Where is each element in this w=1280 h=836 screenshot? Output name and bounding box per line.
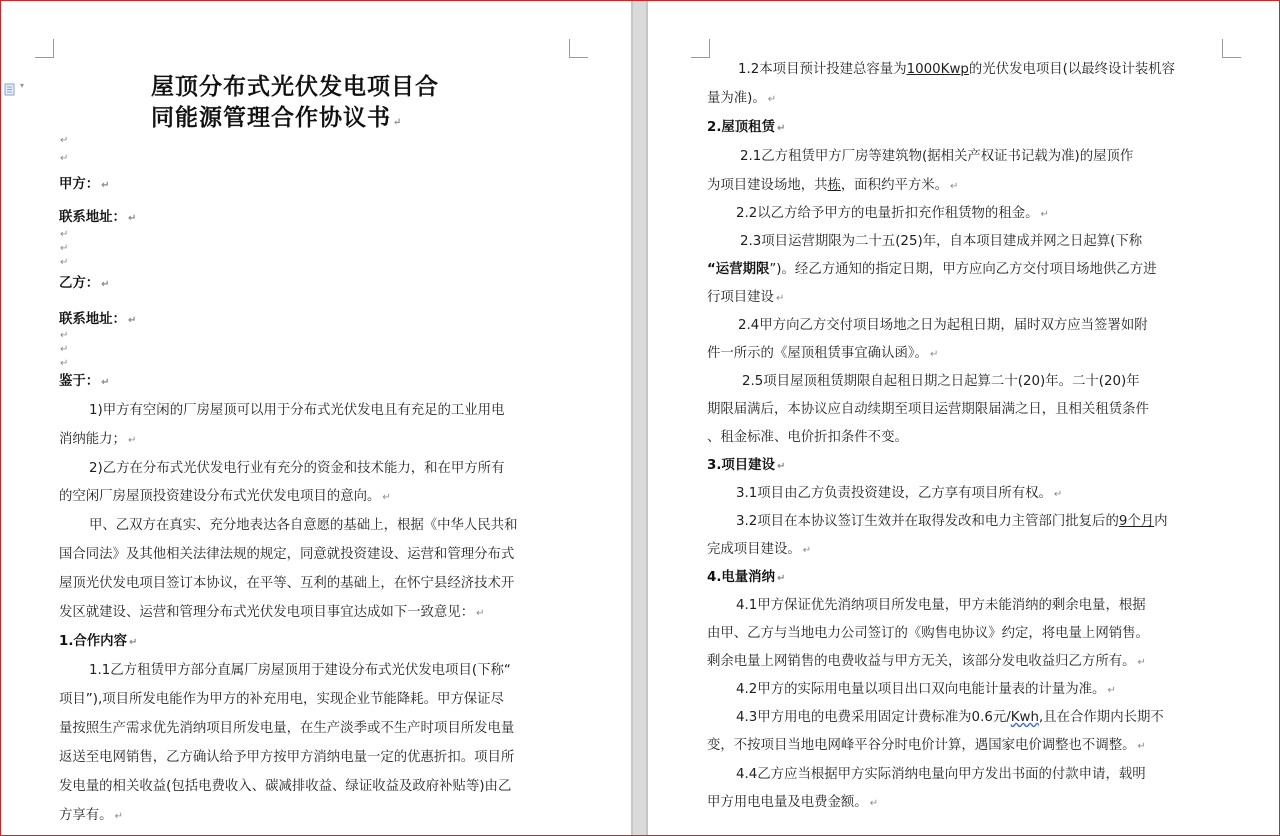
paragraph-mark: ↵ (60, 257, 69, 268)
text-line: 国合同法》及其他相关法律法规的规定，同意就投资建设、运营和管理分布式 (59, 547, 515, 562)
text-line: 屋顶光伏发电项目签订本协议，在平等、互利的基础上，在怀宁县经济技术开 (59, 576, 515, 591)
section-heading-2: 2.屋顶租赁 ↵ (707, 120, 786, 135)
text-line: 发区就建设、运营和管理分布式光伏发电项目事宜达成如下一致意见： ↵ (59, 605, 485, 620)
text-line: 2.3项目运营期限为二十五(25)年，自本项目建成并网之日起算(下称 (740, 234, 1143, 249)
text-line: 变，不按项目当地电网峰平谷分时电价计算，遇国家电价调整也不调整。 ↵ (707, 738, 1146, 753)
text-line: 行项目建设 ↵ (707, 290, 785, 305)
paragraph-mark: ↵ (60, 229, 69, 240)
crop-mark-top-left (35, 39, 54, 58)
text-line: 2)乙方在分布式光伏发电行业有充分的资金和技术能力，和在甲方所有 (89, 461, 505, 476)
text-line: 甲方用电电量及电费金额。 ↵ (707, 795, 879, 810)
document-title-line2: 同能源管理合作协议书 ↵ (151, 104, 403, 131)
text-line: 2.4甲方向乙方交付项目场地之日为起租日期，届时双方应当签署如附 (738, 318, 1148, 333)
text-line: 4.3甲方用电的电费采用固定计费标准为0.6元/Kwh,且在合作期内长期不 (736, 710, 1164, 725)
paragraph-mark: ↵ (60, 344, 69, 355)
address-a-label: 联系地址： ↵ (59, 210, 137, 225)
text-line: 1.1乙方租赁甲方部分直属厂房屋顶用于建设分布式光伏发电项目(下称“ (89, 663, 511, 678)
text-line: “运营期限”)。经乙方通知的指定日期，甲方应向乙方交付项目场地供乙方进 (707, 262, 1157, 277)
section-heading-4: 4.电量消纳 ↵ (707, 570, 786, 585)
text-line: 2.1乙方租赁甲方厂房等建筑物(据相关产权证书记载为准)的屋顶作 (740, 149, 1134, 164)
text-line: 4.4乙方应当根据甲方实际消纳电量向甲方发出书面的付款申请，载明 (736, 767, 1146, 782)
text-line: 1)甲方有空闲的厂房屋顶可以用于分布式光伏发电且有充足的工业用电 (89, 403, 505, 418)
whereas-label: 鉴于： ↵ (59, 374, 110, 389)
paragraph-mark: ↵ (60, 358, 69, 369)
text-line: 消纳能力； ↵ (59, 432, 137, 447)
text-line: 项目”),项目所发电能作为甲方的补充用电，实现企业节能降耗。甲方保证尽 (59, 692, 504, 707)
paragraph-mark: ↵ (60, 330, 69, 341)
crop-mark-top-right (569, 39, 588, 58)
text-line: 的空闲厂房屋顶投资建设分布式光伏发电项目的意向。 ↵ (59, 489, 391, 504)
address-b-label: 联系地址： ↵ (59, 312, 137, 327)
text-line: 期限届满后，本协议应自动续期至项目运营期限届满之日，且相关租赁条件 (707, 402, 1149, 417)
paragraph-format-icon[interactable] (4, 81, 25, 93)
text-line: 件一所示的《屋顶租赁事宜确认函》。 ↵ (707, 346, 939, 361)
text-line: 、租金标准、电价折扣条件不变。 (707, 430, 908, 445)
text-line: 剩余电量上网销售的电费收益与甲方无关，该部分发电收益归乙方所有。 ↵ (707, 654, 1146, 669)
text-line: 甲、乙双方在真实、充分地表达各自意愿的基础上，根据《中华人民共和 (89, 518, 518, 533)
document-title-line1: 屋顶分布式光伏发电项目合 (151, 73, 439, 100)
paragraph-mark: ↵ (60, 153, 69, 164)
party-a-label: 甲方： ↵ (59, 177, 110, 192)
text-line: 3.2项目在本协议签订生效并在取得发改和电力主管部门批复后的9个月内 (736, 514, 1168, 529)
crop-mark-top-left (691, 39, 710, 58)
text-line: 返送至电网销售，乙方确认给予甲方按甲方消纳电量一定的优惠折扣。项目所 (59, 750, 515, 765)
text-line: 2.2以乙方给予甲方的电量折扣充作租赁物的租金。 ↵ (736, 206, 1049, 221)
text-line: 1.2本项目预计投建总容量为1000Kwp的光伏发电项目(以最终设计装机容 (738, 62, 1175, 77)
document-page-right[interactable] (648, 1, 1279, 835)
section-heading-1: 1.合作内容 ↵ (59, 634, 138, 649)
party-b-label: 乙方： ↵ (59, 276, 110, 291)
page-edge-left (631, 1, 633, 835)
text-line: 完成项目建设。 ↵ (707, 542, 812, 557)
page-gutter (631, 1, 648, 835)
text-line: 方享有。 ↵ (59, 808, 123, 823)
dropdown-arrow-icon[interactable]: ▾ (20, 81, 25, 90)
paragraph-mark: ↵ (60, 243, 69, 254)
crop-mark-top-right (1222, 39, 1241, 58)
text-line: 2.5项目屋顶租赁期限自起租日期之日起算二十(20)年。二十(20)年 (742, 374, 1140, 389)
paragraph-mark: ↵ (60, 135, 69, 146)
text-line: 3.1项目由乙方负责投资建设，乙方享有项目所有权。 ↵ (736, 486, 1063, 501)
document-page-left[interactable] (1, 1, 631, 835)
section-heading-3: 3.项目建设 ↵ (707, 458, 786, 473)
text-line: 量按照生产需求优先消纳项目所发电量，在生产淡季或不生产时项目所发电量 (59, 721, 515, 736)
text-line: 4.1甲方保证优先消纳项目所发电量，甲方未能消纳的剩余电量，根据 (736, 598, 1146, 613)
text-line: 发电量的相关收益(包括电费收入、碳减排收益、绿证收益及政府补贴等)由乙 (59, 779, 512, 794)
text-line: 为项目建设场地，共栋，面积约平方米。 ↵ (707, 178, 959, 193)
text-line: 量为准)。 ↵ (707, 91, 777, 106)
text-line: 由甲、乙方与当地电力公司签订的《购售电协议》约定，将电量上网销售。 (707, 626, 1149, 641)
text-line: 4.2甲方的实际用电量以项目出口双向电能计量表的计量为准。 ↵ (736, 682, 1116, 697)
